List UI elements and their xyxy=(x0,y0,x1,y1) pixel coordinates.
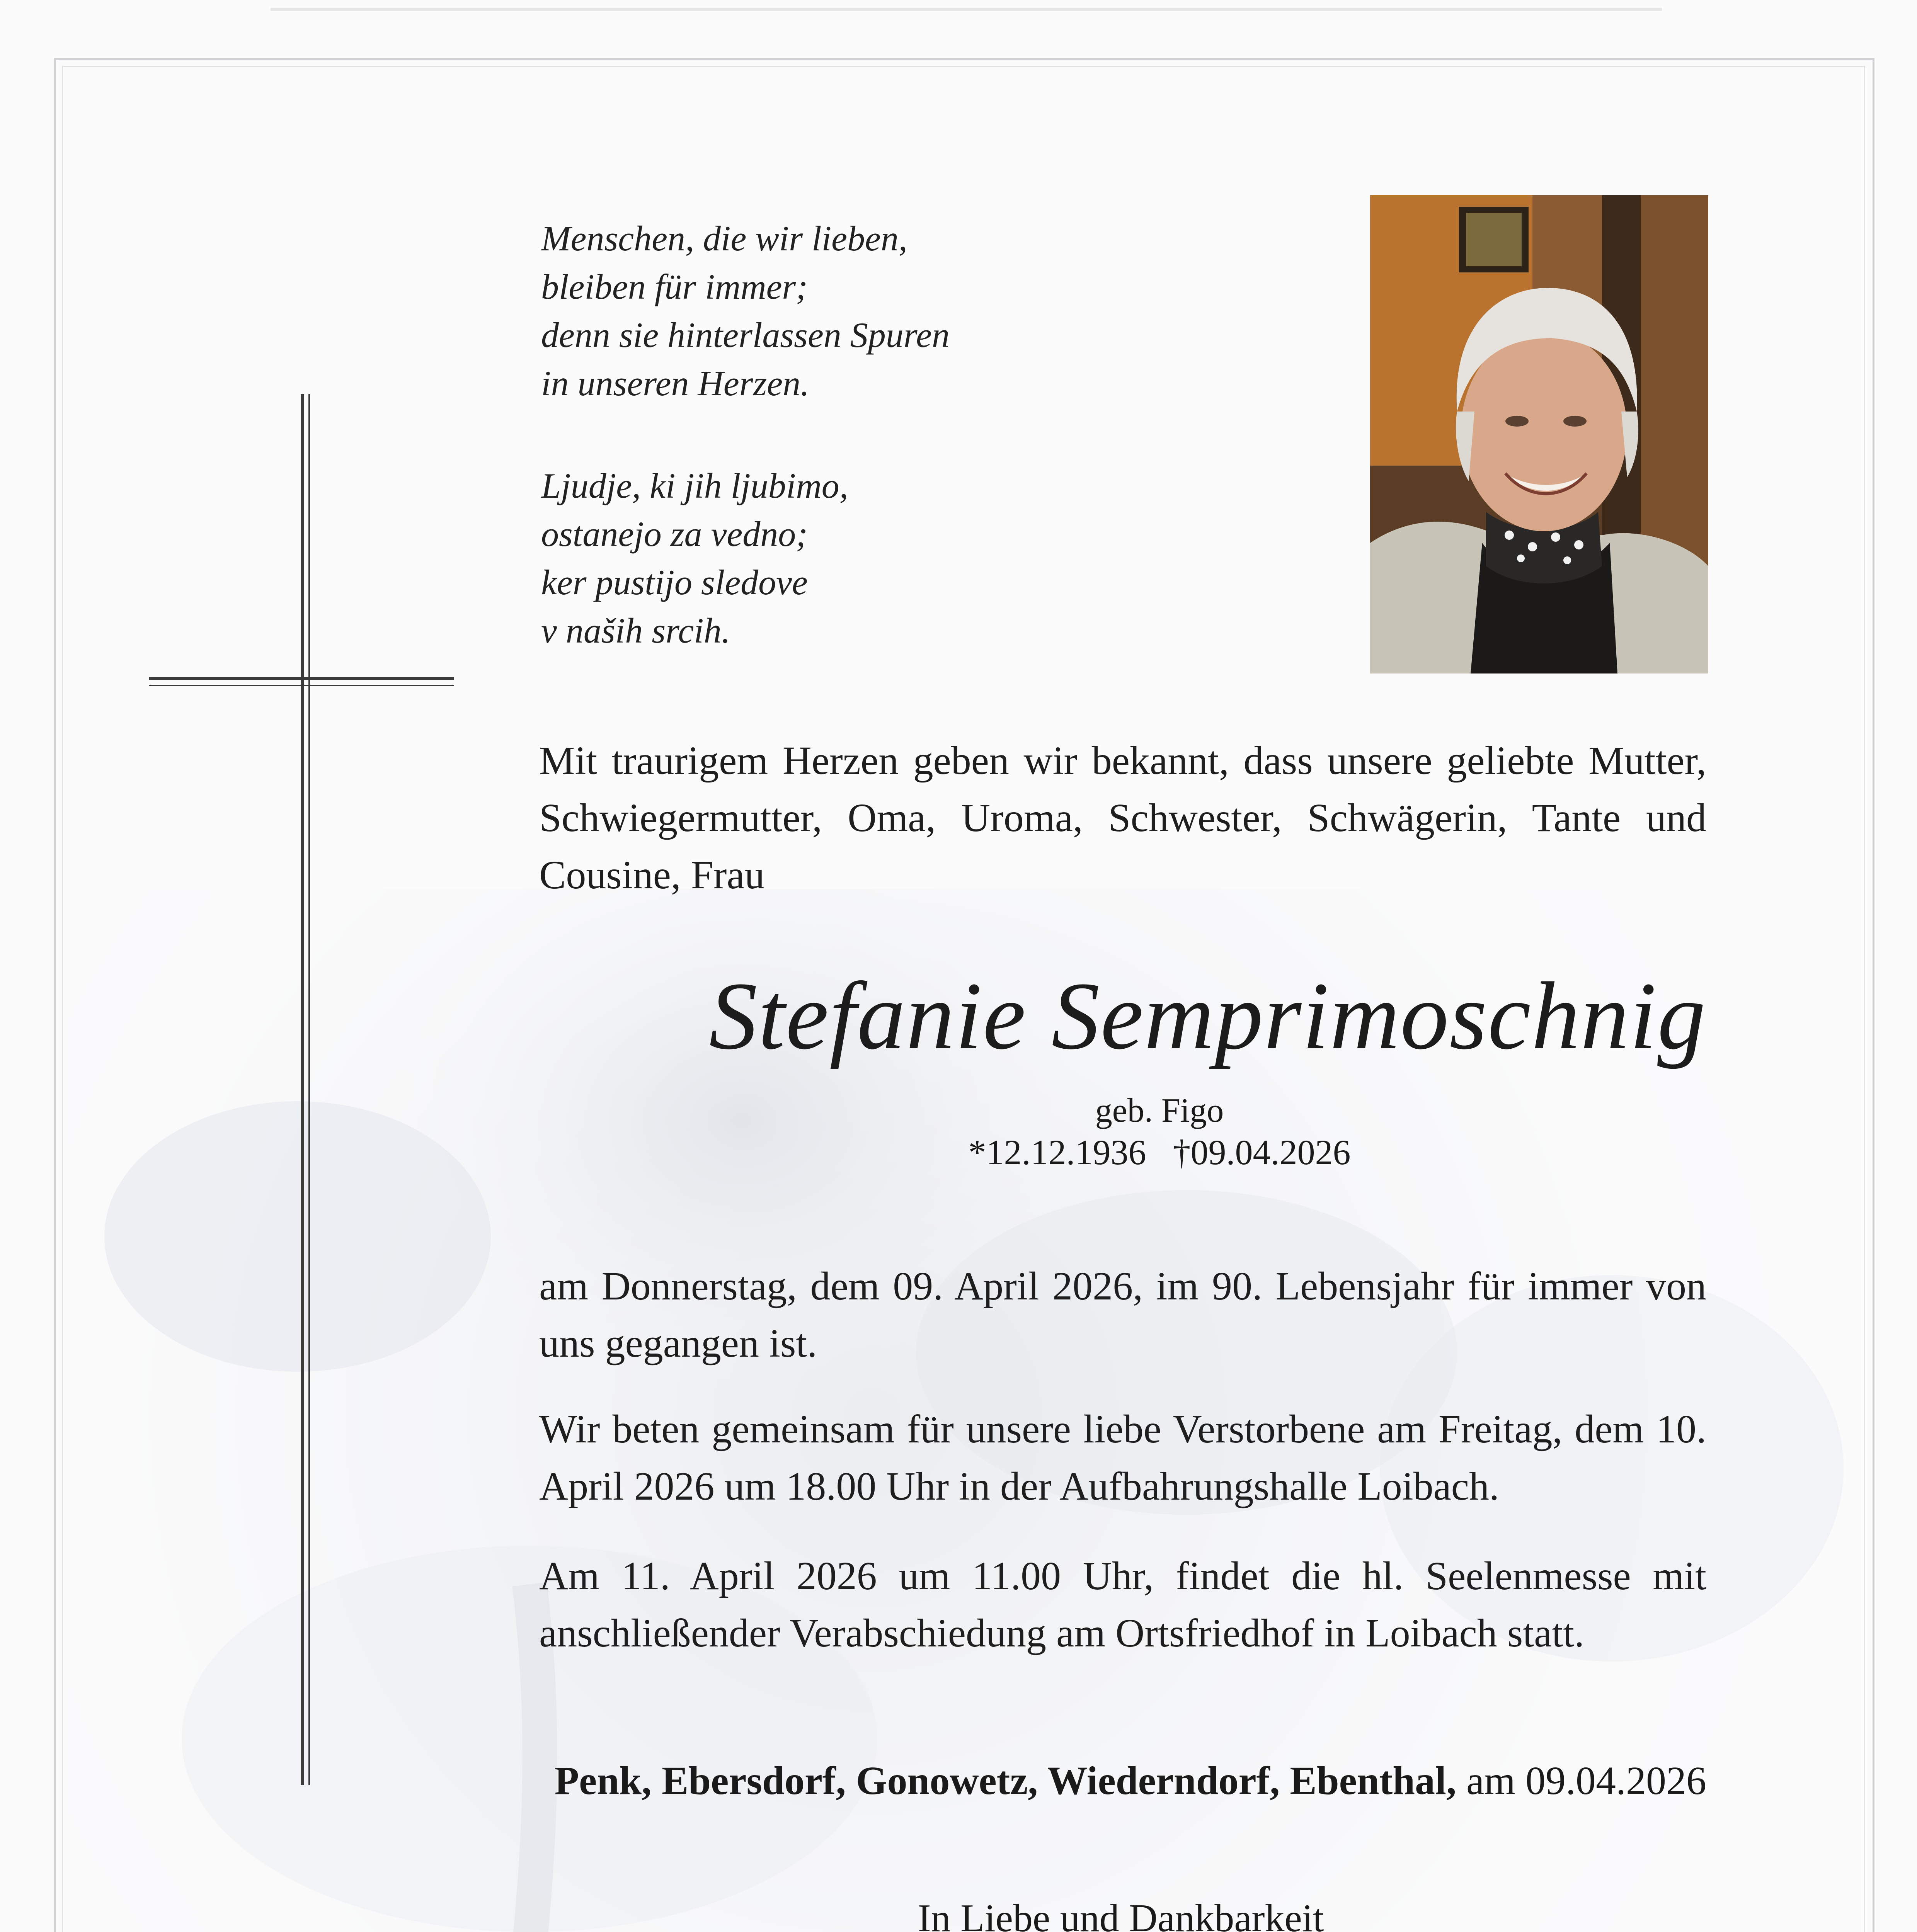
death-date: †09.04.2026 xyxy=(1173,1133,1351,1172)
cross-vertical-bar-thin xyxy=(308,394,310,1785)
place-towns: Penk, Ebersdorf, Gonowetz, Wiederndorf, Ebenthal, xyxy=(554,1759,1456,1803)
gratitude-line: In Liebe und Dankbarkeit xyxy=(918,1896,1324,1932)
cross-horizontal-bar-thin xyxy=(149,685,454,686)
cross-vertical-bar xyxy=(301,394,304,1785)
deceased-name: Stefanie Semprimoschnig xyxy=(709,963,1706,1070)
poem-line: ostanejo za vedno; xyxy=(541,514,808,554)
poem-slovene xyxy=(541,462,1275,655)
scan-edge-mark xyxy=(271,8,1662,11)
text-line: uns gegangen ist. xyxy=(539,1321,817,1366)
poem-line: bleiben für immer; xyxy=(541,267,808,306)
text-line: April 2026 um 18.00 Uhr in der Aufbahrungshalle Loibach. xyxy=(539,1464,1499,1509)
birth-date: *12.12.1936 xyxy=(968,1133,1146,1172)
announcement-paragraph xyxy=(539,732,1706,904)
text-line: Mit traurigem Herzen geben wir bekannt, dass unsere geliebte Mutter, xyxy=(539,738,1706,783)
poem-line: Ljudje, ki jih ljubimo, xyxy=(541,466,848,505)
mass-paragraph xyxy=(539,1548,1706,1662)
death-paragraph xyxy=(539,1258,1706,1372)
prayer-paragraph xyxy=(539,1401,1706,1515)
cross-horizontal-bar xyxy=(149,677,454,680)
text-line: Wir beten gemeinsam für unsere liebe Verstorbene am Freitag, dem 10. xyxy=(539,1407,1706,1451)
text-line: am Donnerstag, dem 09. April 2026, im 90. Lebensjahr für immer von xyxy=(539,1264,1706,1308)
poem-line: denn sie hinterlassen Spuren xyxy=(541,315,950,355)
birth-name: geb. Figo xyxy=(1095,1092,1224,1129)
poem-line: ker pustijo sledove xyxy=(541,563,808,602)
text-line: Cousine, Frau xyxy=(539,853,765,897)
text-line: anschließender Verabschiedung am Ortsfriedhof in Loibach statt. xyxy=(539,1611,1585,1655)
poem-german xyxy=(541,214,1275,408)
poem-line: in unseren Herzen. xyxy=(541,364,810,403)
poem-line: v naših srcih. xyxy=(541,611,730,650)
place-date: am 09.04.2026 xyxy=(1466,1759,1706,1803)
text-line: Schwiegermutter, Oma, Uroma, Schwester, Schwägerin, Tante und xyxy=(539,796,1706,840)
life-dates xyxy=(889,1130,1430,1175)
portrait-photo xyxy=(1370,195,1708,673)
text-line: Am 11. April 2026 um 11.00 Uhr, findet die hl. Seelenmesse mit xyxy=(539,1554,1706,1598)
poem-line: Menschen, die wir lieben, xyxy=(541,219,907,258)
place-and-date xyxy=(539,1752,1706,1810)
